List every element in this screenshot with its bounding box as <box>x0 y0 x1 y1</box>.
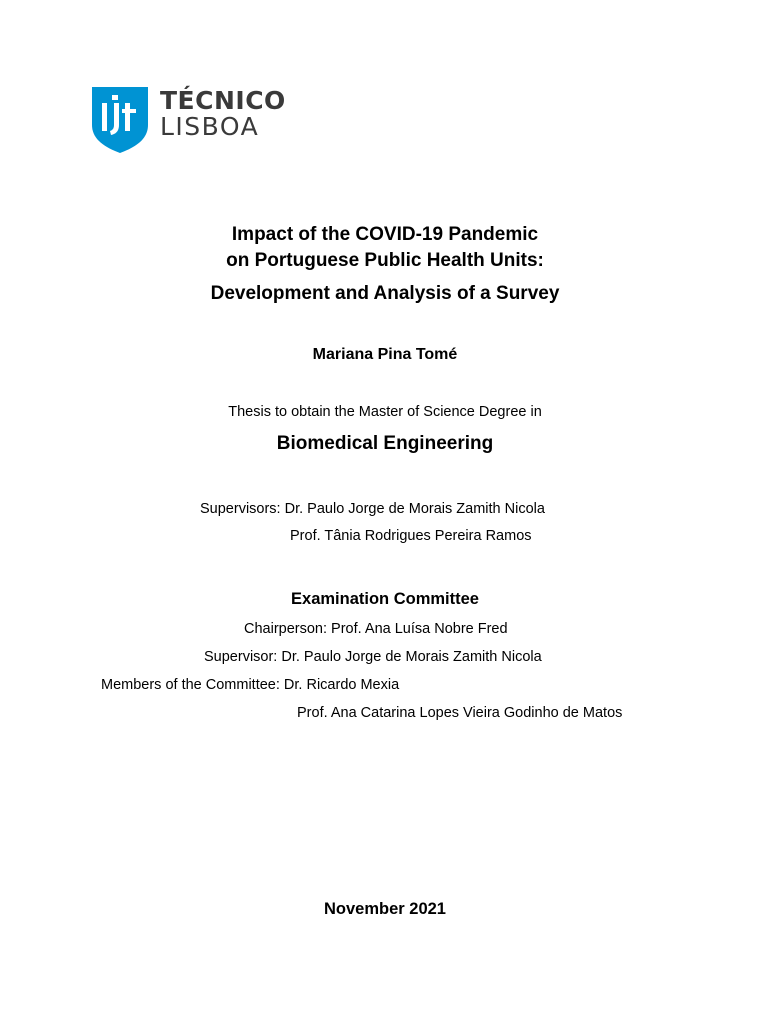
supervisors-line-1: Supervisors: Dr. Paulo Jorge de Morais Zamith Nicola <box>200 501 545 517</box>
logo-text-tecnico: TÉCNICO <box>160 86 286 115</box>
degree-intro: Thesis to obtain the Master of Science Degree in <box>228 404 542 420</box>
supervisors-line-2: Prof. Tânia Rodrigues Pereira Ramos <box>290 528 532 544</box>
degree-name: Biomedical Engineering <box>276 433 494 454</box>
logo-wordmark <box>160 88 286 139</box>
submission-date: November 2021 <box>324 900 446 918</box>
thesis-title-line-1: Impact of the COVID-19 Pandemic <box>231 224 539 245</box>
committee-members-line-1: Members of the Committee: Dr. Ricardo Mexia <box>101 677 400 693</box>
thesis-title-line-2: on Portuguese Public Health Units: <box>226 250 544 271</box>
committee-chairperson: Chairperson: Prof. Ana Luísa Nobre Fred <box>244 621 508 637</box>
committee-members-line-2: Prof. Ana Catarina Lopes Vieira Godinho de Matos <box>297 705 623 721</box>
ist-logo-mark <box>92 87 148 153</box>
author-name: Mariana Pina Tomé <box>312 346 458 363</box>
thesis-subtitle: Development and Analysis of a Survey <box>210 283 560 304</box>
committee-supervisor: Supervisor: Dr. Paulo Jorge de Morais Zamith Nicola <box>204 649 542 665</box>
committee-heading: Examination Committee <box>291 590 479 608</box>
logo-text-lisboa: LISBOA <box>160 112 260 141</box>
